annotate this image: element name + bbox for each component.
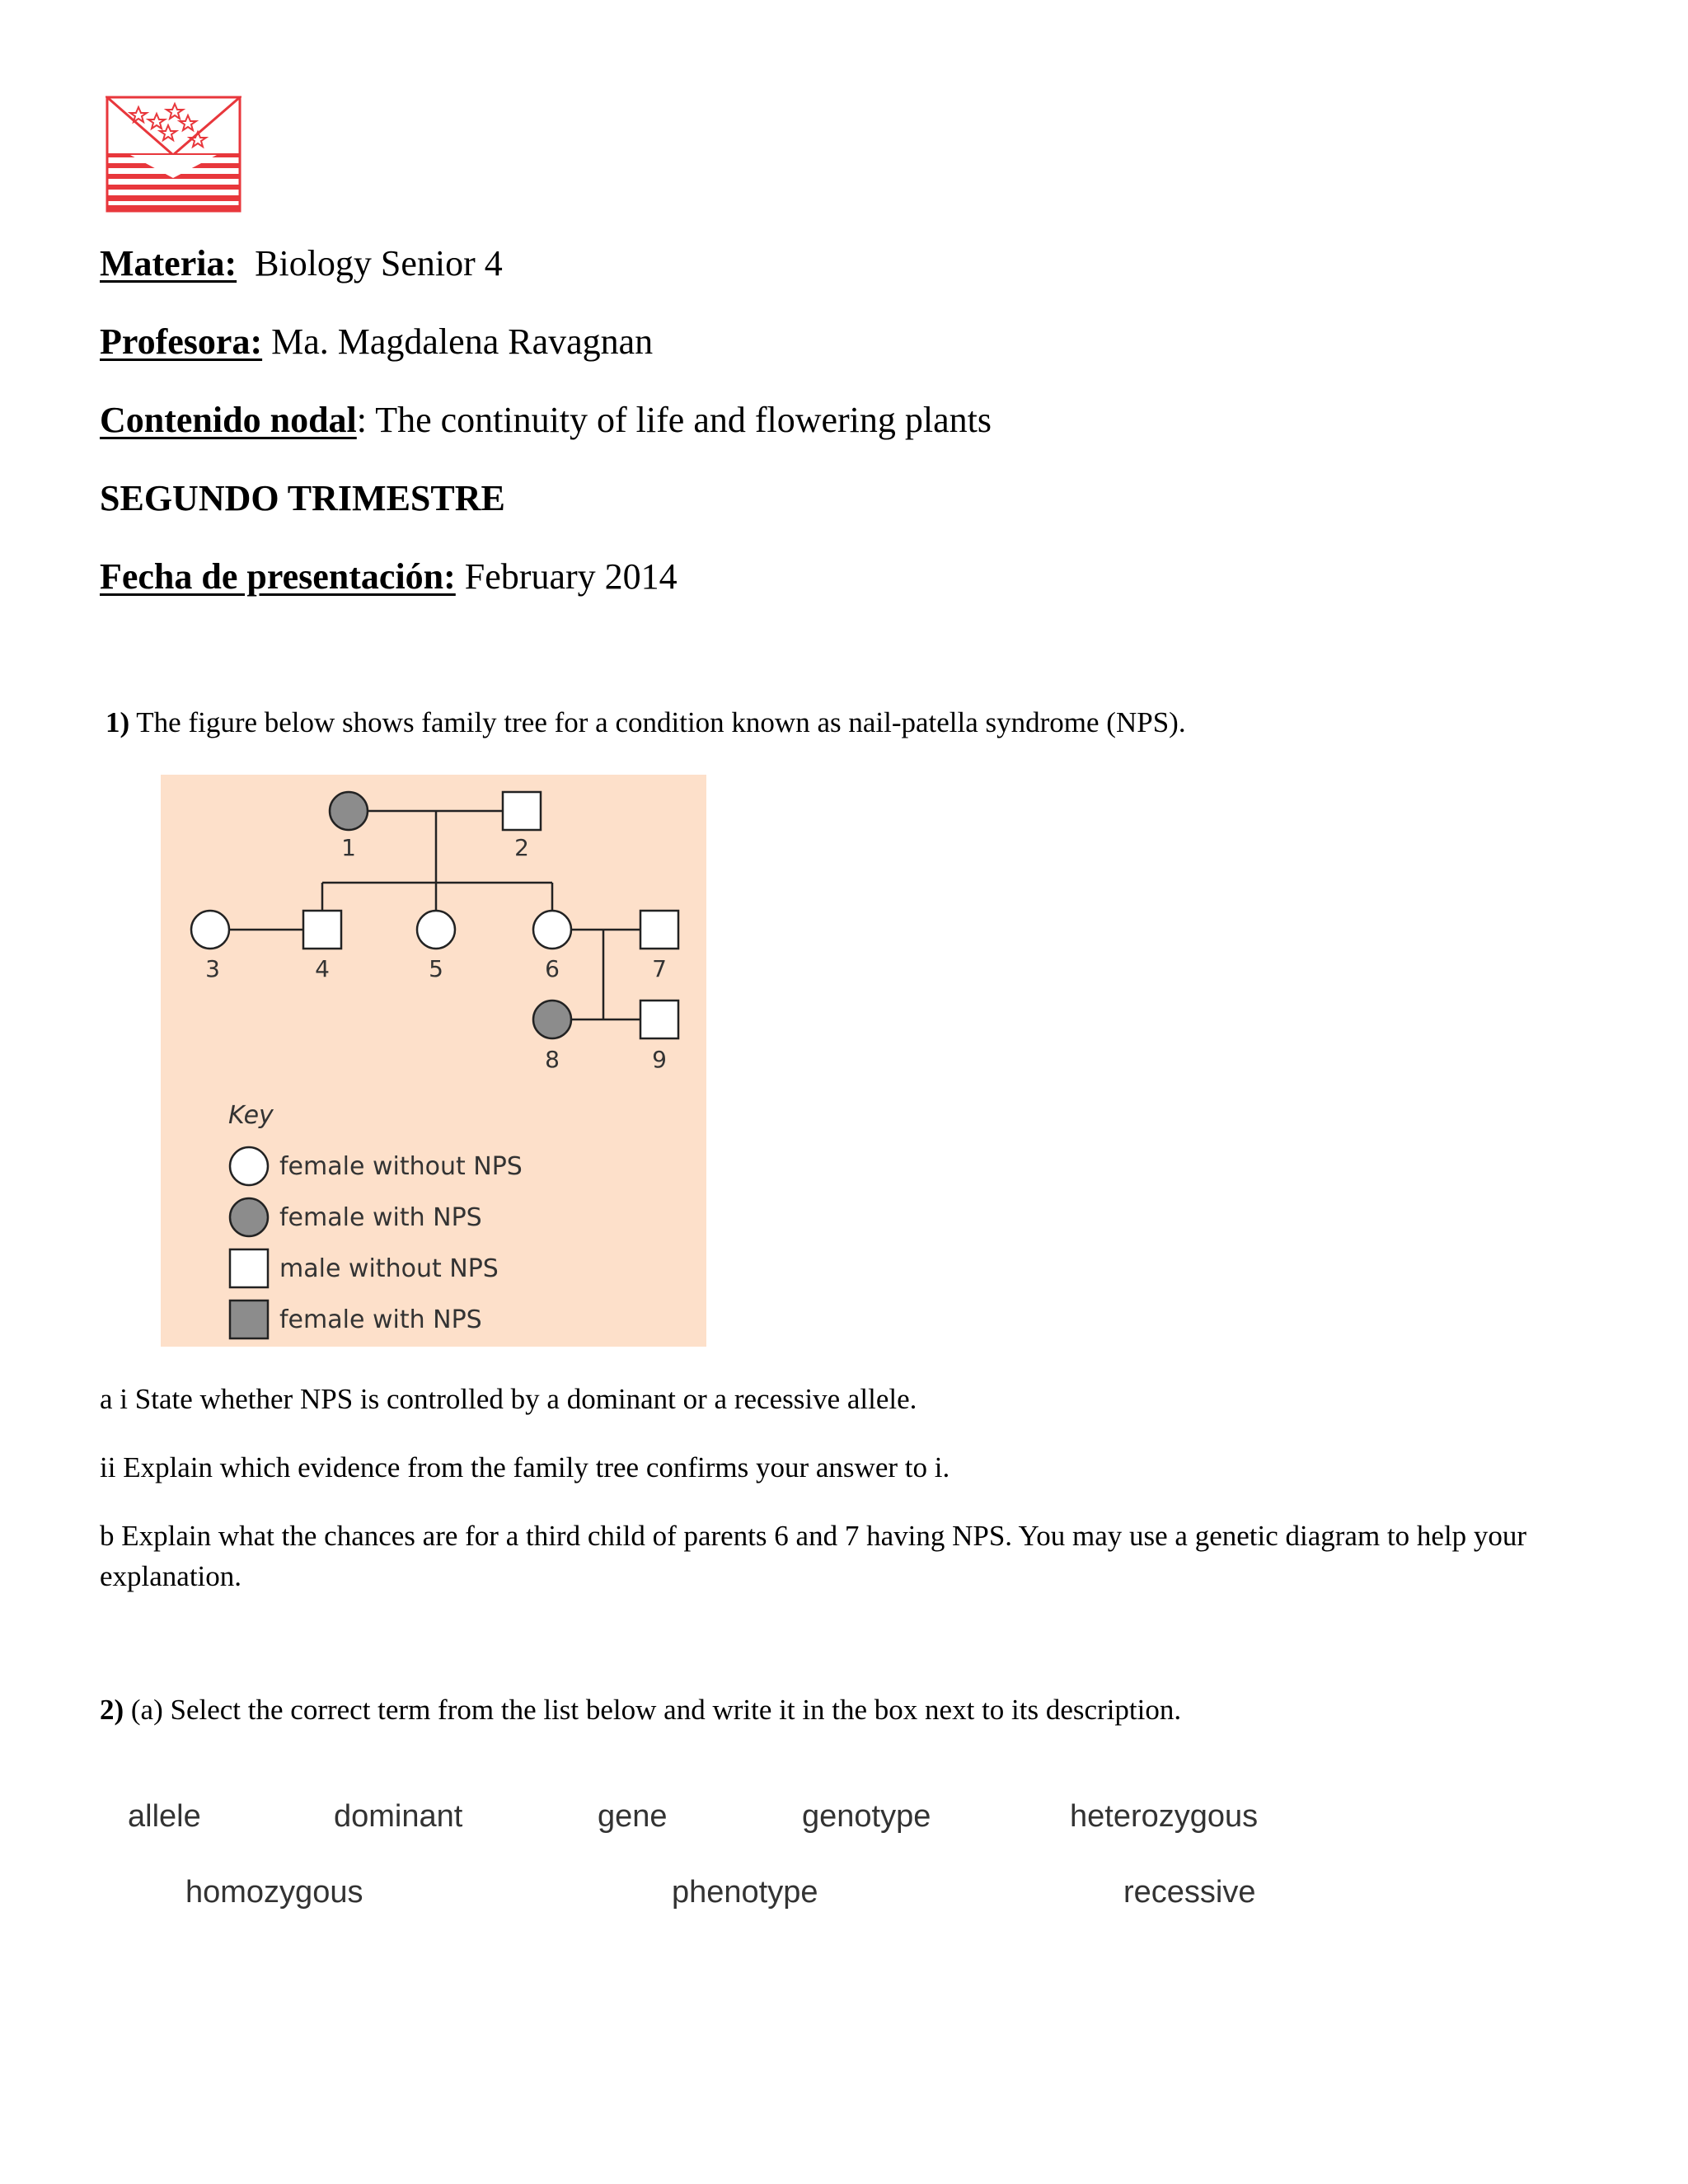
contenido-label: Contenido nodal <box>100 400 357 440</box>
label-7: 7 <box>652 955 667 982</box>
individual-8-affected-female <box>533 1001 571 1038</box>
word-recessive: recessive <box>1123 1875 1256 1910</box>
word-gene: gene <box>598 1799 668 1834</box>
q1-intro-text: The figure below shows family tree for a condition known as nail-patella syndrome (NPS). <box>129 706 1186 738</box>
q1-part-a-i: a i State whether NPS is controlled by a dominant or a recessive allele. <box>100 1383 917 1415</box>
q2-intro <box>100 1690 1181 1730</box>
profesora-label: Profesora: <box>100 321 263 362</box>
key-male-with-icon <box>230 1301 268 1338</box>
individual-1-affected-female <box>330 792 368 830</box>
q2-intro-text: (a) Select the correct term from the list below and write it in the box next to its description. <box>124 1694 1182 1726</box>
word-homozygous: homozygous <box>185 1875 363 1910</box>
fecha-line <box>100 556 678 597</box>
q1-part-a-ii: ii Explain which evidence from the family tree confirms your answer to i. <box>100 1451 950 1483</box>
label-1: 1 <box>341 834 356 861</box>
label-3: 3 <box>205 955 220 982</box>
word-genotype: genotype <box>802 1799 931 1834</box>
individual-9-male <box>640 1001 678 1038</box>
label-9: 9 <box>652 1046 667 1073</box>
key-item-4: female with NPS <box>279 1305 482 1334</box>
contenido-line <box>100 402 992 438</box>
q1-number: 1) <box>106 706 130 738</box>
label-5: 5 <box>429 955 443 982</box>
label-6: 6 <box>545 955 560 982</box>
q1-intro <box>106 702 1186 743</box>
key-male-without-icon <box>230 1249 268 1287</box>
individual-7-male <box>640 911 678 949</box>
materia-line <box>100 243 503 284</box>
q1-part-b: b Explain what the chances are for a third child of parents 6 and 7 having NPS. You may use a genetic diagram to help your explanation. <box>100 1520 1527 1592</box>
word-dominant: dominant <box>334 1799 463 1834</box>
materia-label: Materia: <box>100 243 237 284</box>
fecha-label: Fecha de presentación: <box>100 556 456 597</box>
key-title: Key <box>228 1101 274 1130</box>
profesora-line <box>100 321 654 362</box>
label-8: 8 <box>545 1046 560 1073</box>
individual-4-male <box>303 911 341 949</box>
key-item-3: male without NPS <box>279 1254 499 1283</box>
profesora-value: Ma. Magdalena Ravagnan <box>271 321 654 362</box>
q2-number: 2) <box>100 1694 124 1726</box>
materia-value: Biology Senior 4 <box>255 243 503 284</box>
school-logo <box>106 96 241 213</box>
individual-2-male <box>503 792 541 830</box>
word-phenotype: phenotype <box>672 1875 818 1910</box>
key-item-2: female with NPS <box>279 1203 482 1232</box>
individual-6-female <box>533 911 571 949</box>
contenido-value: : The continuity of life and flowering plants <box>356 400 992 440</box>
fecha-value: February 2014 <box>464 556 678 597</box>
individual-3-female <box>191 911 229 949</box>
label-4: 4 <box>315 955 330 982</box>
key-female-without-icon <box>230 1147 268 1185</box>
individual-5-female <box>417 911 455 949</box>
pedigree-figure <box>161 775 706 1347</box>
word-allele: allele <box>128 1799 201 1834</box>
trimestre-heading: SEGUNDO TRIMESTRE <box>100 478 505 518</box>
word-heterozygous: heterozygous <box>1070 1799 1259 1834</box>
label-2: 2 <box>514 834 529 861</box>
key-item-1: female without NPS <box>279 1152 523 1181</box>
key-female-with-icon <box>230 1198 268 1236</box>
